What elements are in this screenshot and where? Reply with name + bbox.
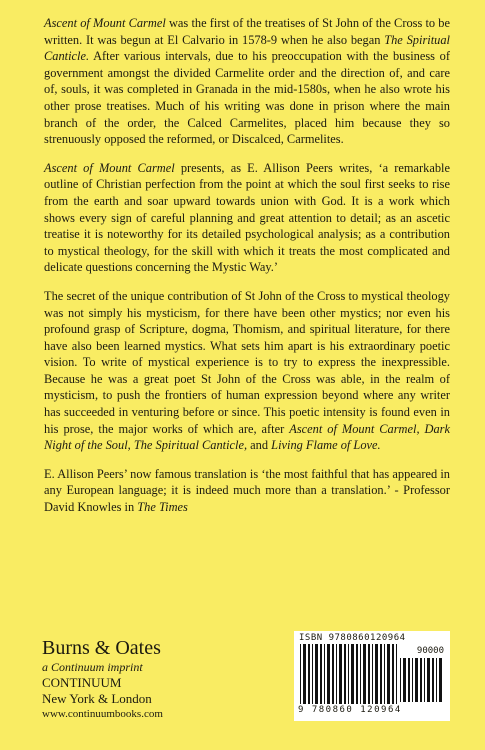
blurb-paragraph-3 bbox=[44, 288, 450, 454]
barcode-bar bbox=[324, 644, 325, 704]
publisher-block bbox=[42, 637, 262, 721]
barcode-bar bbox=[412, 658, 413, 702]
text-run: The secret of the unique contribution of St John of the Cross to mystical theology was not simply his mysticism, for there have been other mystics; nor even his profound grasp of Scripture, dogma, Thomism, and spiritual literature, for there have also been learned mystics. What sets him apart is his extraordinary poetic vision. To write of mystical experience is to try to express the inexpressible. Because he was a great poet St John of the Cross was able, in the realm of mysticism, to push the frontiers of human expression beyond where any writer has succeeded in venturing before or since. This poetic intensity is found even in his prose, the major works of which are, after bbox=[44, 288, 450, 436]
barcode-bar bbox=[344, 644, 346, 704]
blurb-paragraph-4 bbox=[44, 466, 450, 516]
barcode-bar bbox=[315, 644, 318, 704]
text-run: E. Allison Peers’ now famous translation is ‘the most faithful that has appeared in any European language; it is indeed much more than a translation.’ - Professor David Knowles in bbox=[44, 466, 450, 515]
price-code: 90000 bbox=[416, 646, 444, 656]
barcode-bar bbox=[332, 644, 334, 704]
barcode-bar bbox=[303, 644, 306, 704]
barcode-bar bbox=[380, 644, 382, 704]
italic-title: The Spiritual Canticle. bbox=[44, 32, 450, 64]
barcode-bar bbox=[436, 658, 437, 702]
barcode-bar bbox=[424, 658, 425, 702]
barcode-bar bbox=[339, 644, 342, 704]
italic-title: Ascent of Mount Carmel, Dark Night of the Soul, The Spiritual Canticle, bbox=[44, 421, 451, 453]
barcode-bar bbox=[415, 658, 418, 702]
text-run: presents, as E. Allison Peers writes, ‘a remarkable outline of Christian perfection from the point at which the soul first seeks to rise from the earth and soar upward towards union with God. It is a work which shows every sign of careful planning and great attention to detail; as an ascetic treatise it is noteworthy for its detailed psychological analysis; as a contribution to mystical theology, for the skill with which it treats the most complicated and delicate questions concerning the Mystic Way.’ bbox=[44, 160, 450, 275]
barcode-bar bbox=[308, 644, 310, 704]
barcode-bar bbox=[392, 644, 394, 704]
publisher-imprint: a Continuum imprint bbox=[42, 660, 143, 674]
publisher-name: Burns & Oates bbox=[42, 637, 161, 659]
barcode-bar bbox=[375, 644, 378, 704]
barcode-bar bbox=[387, 644, 390, 704]
blurb-paragraph-2 bbox=[44, 160, 450, 276]
barcode bbox=[294, 631, 450, 721]
publisher-continuum: CONTINUUM bbox=[42, 675, 122, 690]
isbn-label: ISBN 9780860120964 bbox=[299, 633, 406, 643]
italic-title: Ascent of Mount Carmel bbox=[44, 160, 175, 175]
price-barcode-icon bbox=[400, 658, 444, 702]
barcode-bar bbox=[439, 658, 442, 702]
barcode-bar bbox=[327, 644, 330, 704]
barcode-bars-icon bbox=[300, 644, 400, 704]
barcode-bar bbox=[356, 644, 358, 704]
barcode-bar bbox=[403, 658, 406, 702]
barcode-bar bbox=[360, 644, 361, 704]
barcode-bar bbox=[420, 658, 422, 702]
barcode-bar bbox=[300, 644, 301, 704]
barcode-bar bbox=[320, 644, 322, 704]
italic-title: Ascent of Mount Carmel bbox=[44, 16, 166, 30]
publisher-url: www.continuumbooks.com bbox=[42, 708, 163, 720]
publisher-cities: New York & London bbox=[42, 691, 152, 706]
blurb-paragraph-1 bbox=[44, 15, 450, 148]
barcode-bar bbox=[396, 644, 397, 704]
blurb-text bbox=[44, 15, 450, 528]
barcode-bar bbox=[408, 658, 410, 702]
text-run: and bbox=[247, 438, 272, 453]
barcode-bar bbox=[384, 644, 385, 704]
barcode-bar bbox=[363, 644, 366, 704]
barcode-bar bbox=[372, 644, 373, 704]
barcode-bar bbox=[351, 644, 354, 704]
barcode-bar bbox=[312, 644, 313, 704]
barcode-bar bbox=[400, 658, 401, 702]
italic-title: Living Flame of Love. bbox=[271, 438, 381, 453]
barcode-bar bbox=[348, 644, 349, 704]
barcode-bar bbox=[368, 644, 370, 704]
barcode-bar bbox=[432, 658, 434, 702]
barcode-bar bbox=[336, 644, 337, 704]
barcode-bar bbox=[427, 658, 430, 702]
text-run: was the first of the treatises of St John of the Cross to be written. It was begun at El Calvario in 1578-9 when he also began bbox=[44, 16, 451, 47]
ean-digits: 9 780860 120964 bbox=[298, 705, 402, 715]
italic-title: The Times bbox=[137, 500, 188, 515]
text-run: After various intervals, due to his preoccupation with the business of government amongst the divided Carmelite order and the direction of, and care of, souls, it was completed in Granada in the mid-1580s, when he also wrote his other prose treatises. Much of his writing was done in prison where the main branch of the order, the Calced Carmelites, placed him because they so strenuously opposed the reformed, or Discalced, Carmelites. bbox=[44, 49, 450, 147]
